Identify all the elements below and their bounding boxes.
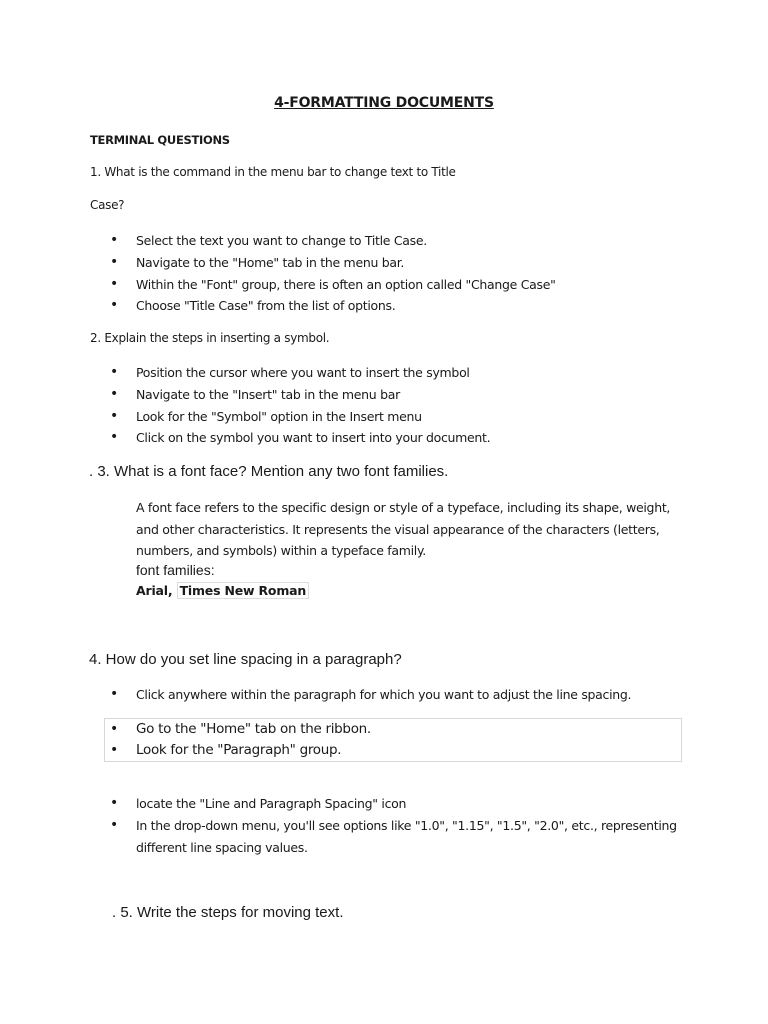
- section-heading: TERMINAL QUESTIONS: [90, 133, 230, 147]
- list-item: • Choose "Title Case" from the list of options.: [110, 295, 556, 317]
- list-item: • Click on the symbol you want to insert into your document.: [110, 427, 490, 449]
- question-2-answer-list: [110, 362, 490, 449]
- font-families-values: [136, 583, 309, 598]
- paragraph-line: and other characteristics. It represents the visual appearance of the characters (letters,: [136, 521, 660, 537]
- list-item-continuation: different line spacing values.: [136, 840, 308, 855]
- question-4: 4. How do you set line spacing in a paragraph?: [89, 651, 402, 668]
- question-4-boxed-list: [110, 719, 371, 761]
- list-item: • Position the cursor where you want to insert the symbol: [110, 362, 490, 384]
- question-3: . 3. What is a font face? Mention any two font families.: [89, 463, 449, 480]
- list-item: • Click anywhere within the paragraph for which you want to adjust the line spacing.: [110, 684, 631, 706]
- list-item: • Navigate to the "Insert" tab in the menu bar: [110, 384, 490, 406]
- list-item: • Look for the "Paragraph" group.: [110, 740, 371, 761]
- list-item: • Look for the "Symbol" option in the Insert menu: [110, 406, 490, 428]
- list-item: • Select the text you want to change to Title Case.: [110, 230, 556, 252]
- paragraph-line: numbers, and symbols) within a typeface family.: [136, 543, 426, 558]
- document-title-block: [0, 94, 768, 112]
- question-4-list-a: [110, 684, 631, 706]
- question-1-answer-list: [110, 230, 556, 317]
- question-1-line-2: Case?: [90, 198, 125, 212]
- document-title: 4-FORMATTING DOCUMENTS: [274, 95, 494, 111]
- paragraph-line: A font face refers to the specific design or style of a typeface, including its shape, weight,: [136, 500, 671, 515]
- list-item: • In the drop-down menu, you'll see options like "1.0", "1.15", "1.5", "2.0", etc., representing: [110, 815, 677, 837]
- question-1-line-1: 1. What is the command in the menu bar to change text to Title: [90, 165, 456, 179]
- font-family-arial: Arial,: [136, 583, 173, 598]
- question-4-list-b: [110, 793, 677, 837]
- list-item: • locate the "Line and Paragraph Spacing" icon: [110, 793, 677, 815]
- list-item: • Within the "Font" group, there is often an option called "Change Case": [110, 274, 556, 296]
- question-2: 2. Explain the steps in inserting a symbol.: [90, 331, 330, 345]
- font-family-times-new-roman: Times New Roman: [177, 582, 310, 599]
- question-5: . 5. Write the steps for moving text.: [112, 904, 344, 921]
- list-item: • Go to the "Home" tab on the ribbon.: [110, 719, 371, 740]
- question-3-answer-paragraph: [136, 497, 670, 562]
- font-families-label: font families:: [136, 562, 215, 578]
- list-item: • Navigate to the "Home" tab in the menu bar.: [110, 252, 556, 274]
